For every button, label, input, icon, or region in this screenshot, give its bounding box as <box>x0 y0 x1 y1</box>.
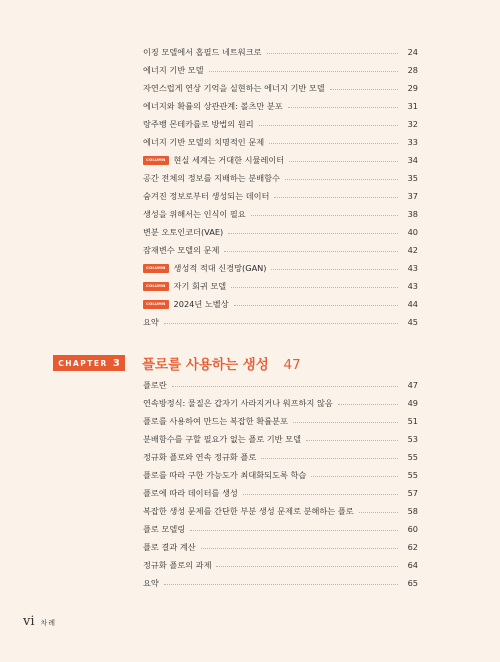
toc-entry-title: 잠재변수 모델의 문제 <box>143 244 220 255</box>
toc-entry-label <box>143 452 256 463</box>
toc-chapter-3-entries <box>143 376 418 592</box>
toc-entry-page: 49 <box>407 398 418 408</box>
toc-entry-page: 29 <box>407 83 418 93</box>
dot-leader <box>285 179 398 180</box>
toc-entry-label <box>143 65 204 76</box>
toc-entry[interactable] <box>143 484 418 502</box>
toc-entry-label <box>143 470 306 481</box>
toc-entry[interactable] <box>143 169 418 187</box>
toc-entry-page: 47 <box>407 380 418 390</box>
dot-leader <box>228 233 398 234</box>
toc-entry-title: 에너지와 확률의 상관관계: 볼츠만 분포 <box>143 100 283 111</box>
toc-entry-label <box>143 578 159 589</box>
toc-entry-label <box>143 506 354 517</box>
toc-entry[interactable] <box>143 79 418 97</box>
toc-entry-label <box>143 560 211 571</box>
toc-entry[interactable] <box>143 466 418 484</box>
toc-entry-title: 에너지 기반 모델 <box>143 64 204 75</box>
dot-leader <box>234 305 398 306</box>
toc-entry-title: 분배함수를 구할 필요가 없는 플로 기반 모델 <box>143 433 301 444</box>
dot-leader <box>306 440 398 441</box>
toc-entry-label <box>143 47 262 58</box>
toc-entry[interactable] <box>143 187 418 205</box>
toc-entry-label <box>143 542 196 553</box>
toc-entry-label <box>143 317 159 328</box>
toc-entry[interactable] <box>143 538 418 556</box>
toc-entry-label <box>143 398 333 409</box>
toc-entry[interactable] <box>143 520 418 538</box>
dot-leader <box>293 422 398 423</box>
toc-entry-label <box>143 227 223 238</box>
toc-entry-page: 40 <box>407 227 418 237</box>
toc-entry-title: 요약 <box>143 577 159 588</box>
toc-entry-page: 57 <box>407 488 418 498</box>
toc-entry[interactable] <box>143 502 418 520</box>
toc-entry[interactable] <box>143 394 418 412</box>
toc-entry-label <box>143 380 167 391</box>
toc-entry[interactable] <box>143 259 418 277</box>
dot-leader <box>289 161 398 162</box>
dot-leader <box>269 143 398 144</box>
toc-entry-title: 랑주뱅 몬테카를로 방법의 원리 <box>143 118 254 129</box>
footer-label: 차례 <box>40 619 57 627</box>
toc-entry-page: 33 <box>407 137 418 147</box>
dot-leader <box>288 107 398 108</box>
toc-entry[interactable] <box>143 151 418 169</box>
chapter-label-text: CHAPTER <box>58 358 108 368</box>
toc-entry-label <box>143 101 283 112</box>
toc-entry-title: 플로를 사용하여 만드는 복잡한 확률분포 <box>143 415 288 426</box>
toc-entry-page: 55 <box>407 470 418 480</box>
toc-entry[interactable] <box>143 133 418 151</box>
dot-leader <box>243 494 398 495</box>
dot-leader <box>359 512 398 513</box>
toc-entry-label <box>143 137 264 148</box>
column-badge: COLUMN <box>143 156 169 165</box>
toc-entry-title: 정규화 플로와 연속 정규화 플로 <box>143 451 257 462</box>
toc-entry-label <box>143 155 284 166</box>
toc-entry-title: 플로란 <box>143 379 167 390</box>
chapter-badge <box>53 355 125 371</box>
toc-entry-label <box>143 524 185 535</box>
toc-entry-label <box>143 434 301 445</box>
toc-entry-title: 생성을 위해서는 인식이 필요 <box>143 208 246 219</box>
toc-entry[interactable] <box>143 430 418 448</box>
toc-entry-page: 24 <box>407 47 418 57</box>
toc-entry-title: 정규화 플로의 과제 <box>143 559 212 570</box>
chapter-number: 3 <box>112 357 120 369</box>
chapter-heading[interactable] <box>142 353 301 373</box>
toc-entry-label <box>143 83 325 94</box>
toc-entry-page: 65 <box>407 578 418 588</box>
toc-entry-page: 45 <box>407 317 418 327</box>
toc-entry-label <box>143 191 269 202</box>
toc-entry-title: 이징 모델에서 홉필드 네트워크로 <box>143 46 262 57</box>
toc-entry-label <box>143 281 226 292</box>
toc-entry[interactable] <box>143 241 418 259</box>
toc-entry-page: 60 <box>407 524 418 534</box>
dot-leader <box>311 476 398 477</box>
toc-entry-page: 34 <box>407 155 418 165</box>
toc-entry-title: 플로에 따라 데이터를 생성 <box>143 487 238 498</box>
dot-leader <box>164 584 398 585</box>
dot-leader <box>338 404 398 405</box>
toc-entry-page: 37 <box>407 191 418 201</box>
footer-page-number: vi <box>23 614 35 629</box>
column-badge: COLUMN <box>143 300 169 309</box>
toc-entry-title: 자기 회귀 모델 <box>173 280 227 291</box>
dot-leader <box>259 125 398 126</box>
toc-entry[interactable] <box>143 43 418 61</box>
chapter-page: 47 <box>283 357 301 373</box>
toc-entry-label <box>143 263 266 274</box>
toc-entry-page: 42 <box>407 245 418 255</box>
dot-leader <box>330 89 398 90</box>
toc-entry[interactable] <box>143 223 418 241</box>
dot-leader <box>224 251 398 252</box>
toc-entry-title: 자연스럽게 연상 기억을 실현하는 에너지 기반 모델 <box>143 82 325 93</box>
dot-leader <box>201 548 398 549</box>
toc-entry-title: 변분 오토인코더(VAE) <box>143 226 224 237</box>
toc-entry[interactable] <box>143 295 418 313</box>
toc-entry-page: 43 <box>407 263 418 273</box>
toc-entry[interactable] <box>143 205 418 223</box>
toc-entry-label <box>143 416 288 427</box>
toc-entry-page: 38 <box>407 209 418 219</box>
toc-entry-title: 요약 <box>143 316 159 327</box>
toc-entry[interactable] <box>143 412 418 430</box>
toc-entry[interactable] <box>143 448 418 466</box>
dot-leader <box>172 386 398 387</box>
dot-leader <box>261 458 398 459</box>
toc-entry[interactable] <box>143 556 418 574</box>
toc-entry-page: 28 <box>407 65 418 75</box>
column-badge: COLUMN <box>143 264 169 273</box>
toc-entry[interactable] <box>143 376 418 394</box>
toc-entry-page: 53 <box>407 434 418 444</box>
toc-entry-label <box>143 245 219 256</box>
toc-entry-label <box>143 173 280 184</box>
toc-entry-page: 32 <box>407 119 418 129</box>
toc-entry[interactable] <box>143 313 418 331</box>
toc-entry-title: 플로 결과 계산 <box>143 541 196 552</box>
column-badge: COLUMN <box>143 282 169 291</box>
dot-leader <box>209 71 398 72</box>
toc-entry-title: 공간 전체의 정보를 지배하는 분배함수 <box>143 172 280 183</box>
toc-entry-label <box>143 299 229 310</box>
toc-entry[interactable] <box>143 574 418 592</box>
toc-entry[interactable] <box>143 115 418 133</box>
toc-entry[interactable] <box>143 61 418 79</box>
toc-entry-page: 64 <box>407 560 418 570</box>
toc-entry-page: 44 <box>407 299 418 309</box>
toc-entry[interactable] <box>143 277 418 295</box>
toc-entry-page: 62 <box>407 542 418 552</box>
dot-leader <box>231 287 398 288</box>
toc-entry-title: 에너지 기반 모델의 치명적인 문제 <box>143 136 265 147</box>
dot-leader <box>190 530 398 531</box>
dot-leader <box>271 269 398 270</box>
dot-leader <box>274 197 398 198</box>
toc-entry-page: 43 <box>407 281 418 291</box>
toc-entry-label <box>143 488 238 499</box>
toc-entry-page: 31 <box>407 101 418 111</box>
chapter-title: 플로를 사용하는 생성 <box>142 357 269 373</box>
toc-entry-page: 58 <box>407 506 418 516</box>
toc-entry-label <box>143 209 246 220</box>
toc-entry-page: 35 <box>407 173 418 183</box>
toc-entry-label <box>143 119 254 130</box>
toc-entry-title: 생성적 적대 신경망(GAN) <box>173 262 267 273</box>
toc-entry-page: 51 <box>407 416 418 426</box>
toc-entry-title: 현실 세계는 거대한 시뮬레이터 <box>173 154 285 165</box>
toc-entry-title: 플로 모델링 <box>143 523 186 534</box>
dot-leader <box>216 566 398 567</box>
toc-entry[interactable] <box>143 97 418 115</box>
toc-entry-title: 연속방정식: 물질은 갑자기 사라지거나 워프하지 않음 <box>143 397 333 408</box>
dot-leader <box>267 53 398 54</box>
dot-leader <box>251 215 398 216</box>
page-footer <box>23 614 56 629</box>
dot-leader <box>164 323 398 324</box>
toc-entry-page: 55 <box>407 452 418 462</box>
toc-entry-title: 2024년 노벨상 <box>173 298 229 309</box>
toc-section-continued <box>143 43 418 331</box>
toc-entry-title: 플로를 따라 구한 가능도가 최대화되도록 학습 <box>143 469 307 480</box>
toc-entry-title: 복잡한 생성 문제를 간단한 부분 생성 문제로 분해하는 플로 <box>143 505 354 516</box>
toc-entry-title: 숨겨진 정보로부터 생성되는 데이터 <box>143 190 270 201</box>
